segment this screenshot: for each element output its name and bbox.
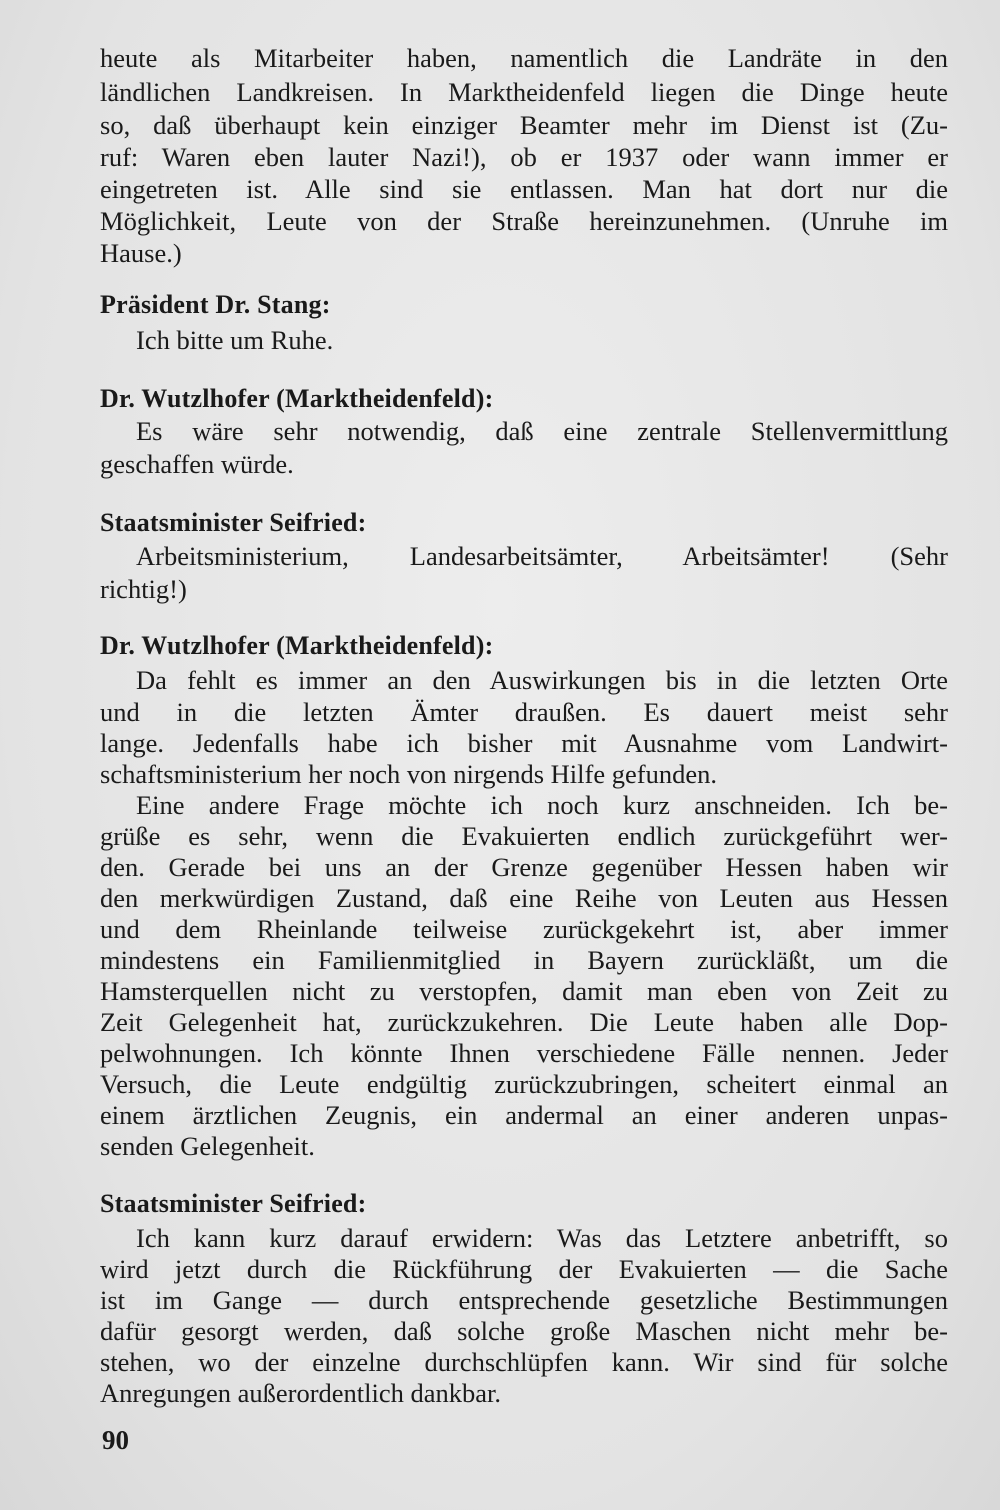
text-line: Arbeitsministerium, Landesarbeitsämter, Arbeitsämter! (Sehr: [136, 541, 948, 571]
page-number: 90: [102, 1425, 129, 1455]
text-line: richtig!): [100, 574, 187, 604]
text-line: lange. Jedenfalls habe ich bisher mit Ausnahme vom Landwirt-: [100, 728, 948, 758]
text-line: so, daß überhaupt kein einziger Beamter mehr im Dienst ist (Zu-: [100, 110, 948, 140]
text-line: senden Gelegenheit.: [100, 1131, 315, 1161]
speaker-heading: Dr. Wutzlhofer (Marktheidenfeld):: [100, 631, 494, 660]
text-line: schaftsministerium her noch von nirgends Hilfe gefunden.: [100, 759, 717, 789]
text-line: den. Gerade bei uns an der Grenze gegenüber Hessen haben wir: [100, 852, 948, 882]
text-line: Es wäre sehr notwendig, daß eine zentrale Stellenvermittlung: [136, 416, 948, 446]
text-line: eingetreten ist. Alle sind sie entlassen. Man hat dort nur die: [100, 174, 948, 204]
text-line: ruf: Waren eben lauter Nazi!), ob er 1937 oder wann immer er: [100, 142, 948, 172]
text-line: Da fehlt es immer an den Auswirkungen bis in die letzten Orte: [136, 665, 948, 695]
text-line: dafür gesorgt werden, daß solche große Maschen nicht mehr be-: [100, 1316, 948, 1346]
text-line: ländlichen Landkreisen. In Marktheidenfeld liegen die Dinge heute: [100, 77, 948, 107]
text-line: pelwohnungen. Ich könnte Ihnen verschiedene Fälle nennen. Jeder: [100, 1038, 948, 1068]
text-line: den merkwürdigen Zustand, daß eine Reihe von Leuten aus Hessen: [100, 883, 948, 913]
text-line: wird jetzt durch die Rückführung der Evakuierten — die Sache: [100, 1254, 948, 1284]
text-line: Hause.): [100, 238, 182, 268]
text-line: Hamsterquellen nicht zu verstopfen, damit man eben von Zeit zu: [100, 976, 948, 1006]
text-line: ist im Gange — durch entsprechende gesetzliche Bestimmungen: [100, 1285, 948, 1315]
text-line: geschaffen würde.: [100, 449, 294, 479]
text-line: Anregungen außerordentlich dankbar.: [100, 1378, 502, 1408]
speaker-heading: Präsident Dr. Stang:: [100, 290, 331, 319]
text-line: einem ärztlichen Zeugnis, ein andermal an einer anderen unpas-: [100, 1100, 948, 1130]
text-line: Ich kann kurz darauf erwidern: Was das Letztere anbetrifft, so: [136, 1223, 948, 1253]
text-line: Eine andere Frage möchte ich noch kurz anschneiden. Ich be-: [136, 790, 948, 820]
text-line: Versuch, die Leute endgültig zurückzubringen, scheitert einmal an: [100, 1069, 948, 1099]
text-line: und dem Rheinlande teilweise zurückgekehrt ist, aber immer: [100, 914, 948, 944]
text-line: mindestens ein Familienmitglied in Bayern zurückläßt, um die: [100, 945, 948, 975]
text-line: stehen, wo der einzelne durchschlüpfen kann. Wir sind für solche: [100, 1347, 948, 1377]
speaker-heading: Staatsminister Seifried:: [100, 508, 367, 537]
speaker-heading: Staatsminister Seifried:: [100, 1189, 367, 1218]
speaker-heading: Dr. Wutzlhofer (Marktheidenfeld):: [100, 384, 494, 413]
text-line: Möglichkeit, Leute von der Straße hereinzunehmen. (Unruhe im: [100, 206, 948, 236]
text-line: Zeit Gelegenheit hat, zurückzukehren. Die Leute haben alle Dop-: [100, 1007, 948, 1037]
text-line: Ich bitte um Ruhe.: [136, 325, 334, 355]
text-line: heute als Mitarbeiter haben, namentlich die Landräte in den: [100, 43, 948, 73]
text-line: und in die letzten Ämter draußen. Es dauert meist sehr: [100, 697, 948, 727]
text-line: grüße es sehr, wenn die Evakuierten endlich zurückgeführt wer-: [100, 821, 948, 851]
